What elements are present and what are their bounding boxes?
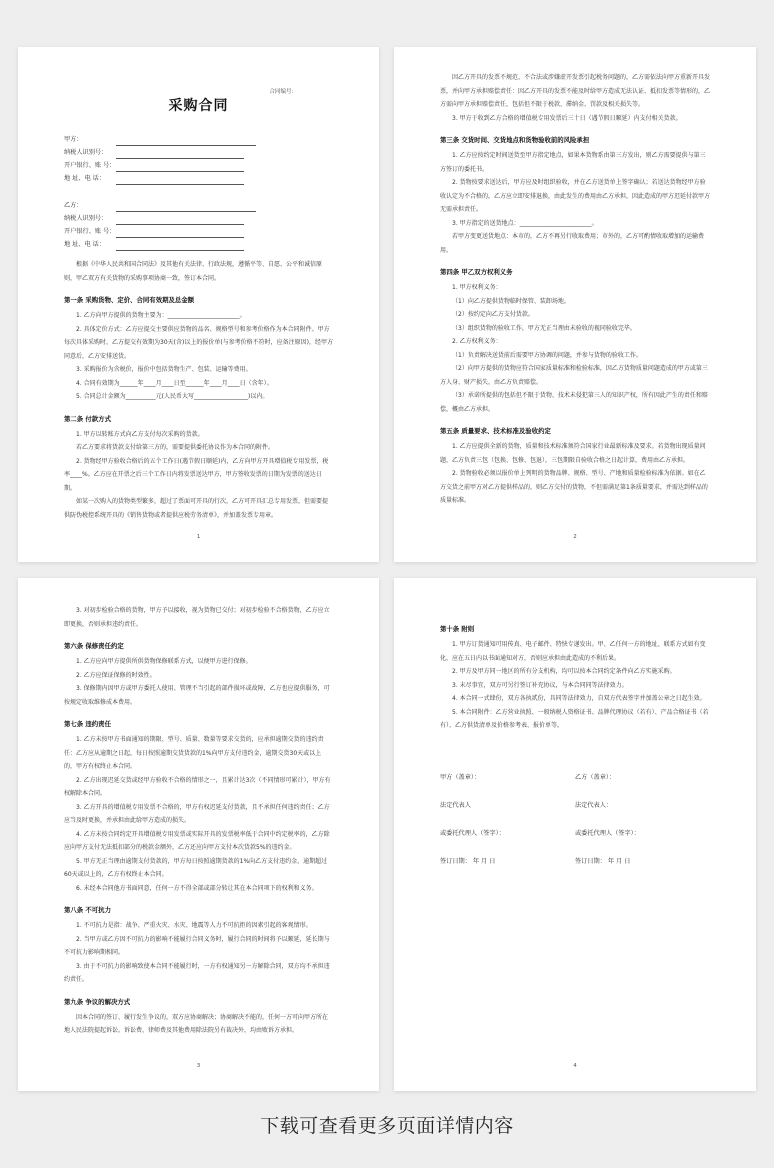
party-a-field: 甲方： bbox=[64, 133, 333, 146]
clause-text: 4. 本合同一式肆份，双方各执贰份，具同等法律效力，自双方代表签字并加盖公章之日起生效。 bbox=[452, 695, 706, 702]
clause-text: 1. 乙方未按甲方书面通知的期限、型号、质量、数量等要求交货的，应承担逾期交货的违约责任：乙方应从逾期之日起，每日按照逾期交货货款的1%向甲方支付违约金，逾期交货30天或以上的，甲方有权终止本合同。 bbox=[64, 736, 324, 770]
document-page-1 bbox=[18, 47, 379, 562]
clause-text: 3. 甲方于收到乙方合格的增值税专用发票后三十日（遇节假日顺延）内支付相关货款。 bbox=[452, 114, 682, 122]
clause-text: 5. 甲方无正当理由逾期支付货款的，甲方每日按照逾期货款的1%向乙方支付违约金，逾期超过60天或以上的，乙方有权终止本合同。 bbox=[64, 857, 328, 878]
clause-text: 若乙方要求将货款支付给第三方的，需要提供委托协议作为本合同的附件。 bbox=[76, 444, 275, 451]
clause-text: 6. 未经本合同他方书面同意，任何一方不得全部或部分转让其在本合同项下的权利和义务。 bbox=[76, 884, 318, 892]
signature-block bbox=[440, 771, 710, 868]
clause-text: 5. 本合同附件：乙方营业执照、一般纳税人资格证书、品牌代理协议（若有）、产品合格证书（若有）、乙方供货清单及价格参考表、报价单等。 bbox=[440, 708, 709, 729]
clause-text: 若甲方变更送货地点：本市的，乙方不再另行收取费用；市外的，乙方可酌情收取增加的运输费用。 bbox=[440, 233, 705, 254]
party-a-field: 地 址、电 话： bbox=[64, 172, 333, 185]
clause-text: 1. 甲方订货通知可用传真、电子邮件、特快专递发出。甲、乙任何一方的地址、联系方式如有变化，应在五日内以书面通知对方，否则应承担由此造成的不利后果。 bbox=[440, 641, 706, 662]
section-title: 第八条 不可抗力 bbox=[64, 906, 111, 914]
download-more-caption: 下载可查看更多页面详情内容 bbox=[260, 1115, 514, 1137]
clause-text: 2. 甲方及甲方同一地区的所有分支机构，均可以按本合同约定条件向乙方实施采购。 bbox=[452, 668, 676, 675]
page-number: 3 bbox=[196, 1063, 201, 1069]
clause-text: 5. 合同总计金额为__________元(人民币大写__________________)以内。 bbox=[76, 393, 269, 400]
clause-text: 3. 甲方指定的送货地点：________________________。 bbox=[452, 219, 598, 227]
document-page-3 bbox=[18, 578, 379, 1091]
clause-text: 3. 未尽事宜，双方可另行签订补充协议，与本合同同等法律效力。 bbox=[452, 681, 628, 689]
contract-number-label: 合同编号： bbox=[269, 89, 297, 95]
clause-text: （1）向乙方提供货物临时保管、装卸场地。 bbox=[452, 297, 570, 305]
clause-text: 2. 具体定价方式：乙方应提交主要供应货物的品名、规格型号和参考价格作为本合同附件。甲方每次具体采购时，乙方提交有效期为30天(含)以上的报价单(与参考价格不符时，应备注原因)，经甲方同意后，乙方安排送货。 bbox=[64, 325, 333, 360]
document-page-2 bbox=[394, 47, 756, 562]
intro-paragraph: 根据《中华人民共和国合同法》及其他有关法律、行政法规，遵循平等、自愿、公平和诚信原则，甲乙双方有关货物的采购事项协商一致，签订本合同。 bbox=[64, 261, 323, 282]
signature-row: 签订日期： 年 月 日 签订日期： 年 月 日 bbox=[440, 857, 631, 865]
clause-text: 3. 保修期内因甲方或甲方委托人使用、管理不当引起的部件损坏或故障，乙方也应提供服务，可按规定收取维修成本费用。 bbox=[64, 685, 330, 706]
section-title: 第九条 争议的解决方式 bbox=[64, 997, 131, 1006]
party-b-field: 开户银行、账 号： bbox=[64, 225, 333, 238]
clause-text: （3）组织货物的验收工作，甲方无正当理由未验收的视同验收完毕。 bbox=[452, 324, 636, 332]
clause-text: 2. 货物验收必须以报价单上列明的货物品牌、规格、型号、产地和质量检验标准为依据。如在乙方交货之前甲方对乙方提供样品的，则乙方交付的货物，不但需满足第1条质量要求，并需达到样品的质量标准。 bbox=[440, 470, 708, 504]
document-title: 采购合同 bbox=[168, 98, 229, 114]
party-a-block bbox=[64, 133, 333, 185]
party-b-field: 乙方： bbox=[64, 199, 333, 212]
section-title: 第五条 质量要求、技术标准及验收约定 bbox=[440, 427, 551, 435]
clause-text: 1. 乙方向甲方提供的货物主要为：________________________。 bbox=[76, 312, 246, 319]
signature-row: 或委托代理人（签字）： 或委托代理人（签字）： bbox=[440, 829, 640, 837]
clause-text: 2. 货物按要求送达后，甲方应及时组织验收，并在乙方送货单上签字确认；若送达货物经甲方验收认定为不合格的，乙方应立即安排退换，由此发生的费用由乙方承担，因此造成的甲方迟延付款甲方无需承担责任。 bbox=[440, 179, 711, 213]
section-title: 第十条 附则 bbox=[440, 625, 475, 633]
clause-text: 3. 对初步检验合格的货物，甲方予以接收，视为货物已交付；对初步检验不合格货物，乙方应立即更换，否则承担违约责任。 bbox=[64, 607, 330, 628]
party-a-field: 纳税人识别号： bbox=[64, 146, 333, 159]
party-b-field: 地 址、电 话： bbox=[64, 238, 333, 251]
clause-text: 2. 当甲方或乙方因不可抗力的影响不能履行合同义务时，履行合同的时间将予以顺延，延长期与不可抗力影响期相同。 bbox=[64, 935, 330, 956]
section-title: 第二条 付款方式 bbox=[64, 414, 111, 423]
clause-text: 2. 乙方应保证保修的时效性。 bbox=[76, 671, 156, 679]
clause-text: （3）承诺所提供的包括但不限于货物、技术未侵犯第三人的知识产权，所有因此产生的责任和赔偿，概由乙方承担。 bbox=[440, 392, 708, 413]
clause-text: （1）负责解决送货前后需要甲方协调的问题，并参与货物的验收工作。 bbox=[452, 351, 642, 359]
clause-text: 3. 采购报价为含税价，报价中包括货物生产、包装、运输等费用。 bbox=[76, 366, 252, 373]
page-number: 1 bbox=[196, 534, 201, 540]
section-title: 第六条 保修责任约定 bbox=[64, 642, 124, 650]
clause-text: 4. 乙方未按合同约定开具增值税专用发票或实际开具的发票税率低于合同中约定税率的，乙方除应向甲方支付无法抵扣部分的税款金额外，乙方还应向甲方支付本次货款5%的违约金。 bbox=[64, 830, 330, 851]
clause-text: 3. 乙方开具的增值税专用发票不合格的，甲方有权迟延支付货款，且不承担任何违约责任；乙方应当及时更换，并承担由此给甲方造成的损失。 bbox=[64, 803, 330, 824]
clause-text: 1. 乙方应提供全新的货物，质量和技术标准须符合国家行业最新标准及要求。若货物出现质量问题，乙方负责三包（包换、包修、包退），三包期限自验收合格之日起计算，费用由乙方承担。 bbox=[440, 443, 706, 464]
clause-text: 1. 甲方权利义务： bbox=[452, 284, 502, 291]
clause-text: 2. 乙方权利义务： bbox=[452, 338, 502, 345]
clause-text: 2. 货物经甲方验收合格后的五个工作日(遇节假日顺延)内，乙方向甲方开具增值税专用发票，税率____%。乙方应在开票之后三个工作日内将发票送达甲方，甲方签收发票的日期为发票的送达日期。 bbox=[64, 457, 329, 492]
clause-text: （2）按约定向乙方支付货款。 bbox=[452, 311, 534, 318]
section-title: 第三条 交货时间、交货地点和货物验收前的风险承担 bbox=[440, 136, 590, 144]
clause-text: 3. 由于不可抗力的影响致使本合同不能履行时，一方有权通知另一方解除合同，双方均不承担违约责任。 bbox=[64, 962, 330, 983]
clause-text: 2. 乙方出现迟延交货或经甲方验收不合格的情形之一，且累计达3次（不同情形可累计），甲方有权解除本合同。 bbox=[64, 776, 331, 797]
clause-text: 如某一次购入的货物类型繁多，超过了票面可开具的行次，乙方可开具汇总专用发票，但需要提供防伪税控系统开具的《销售货物或者提供应税劳务清单》，并加盖发票专用章。 bbox=[64, 498, 329, 519]
clause-text: 1. 不可抗力是指：战争、严重火灾、水灾、地震等人力不可抗拒的因素引起的客观情形。 bbox=[76, 922, 312, 929]
signature-row: 法定代表人 法定代表人： bbox=[440, 801, 613, 809]
section-title: 第一条 采购货物、定价、合同有效期及总金额 bbox=[64, 296, 195, 304]
clause-text: 1. 乙方应向甲方提供所供货物保修联系方式，以便甲方进行保修。 bbox=[76, 658, 252, 665]
clause-text: 1. 甲方以转账方式向乙方支付每次采购的货款。 bbox=[76, 430, 204, 438]
clause-text: 1. 乙方应按约定时间送货至甲方指定地点，如果本货物系由第三方发出，则乙方需要提供与第三方签订的委托书。 bbox=[440, 152, 706, 173]
clause-text: 4. 合同有效期为______年____月____日至______年____月____日（含年）。 bbox=[76, 379, 273, 387]
document-page-4 bbox=[394, 578, 756, 1091]
clause-text: 因乙方开具的发票不规范、不合法或涉嫌虚开发票引起税务问题的，乙方需依法向甲方重新开具发票，并向甲方承担赔偿责任：因乙方开具的发票不能及时给甲方造成无法认证、抵扣发票等情形的，乙方需向甲方承担赔偿责任，包括但不限于税款、滞纳金、罚款及相关损失等。 bbox=[440, 74, 711, 108]
page-number: 4 bbox=[573, 1063, 577, 1069]
clause-text: （2）向甲方提供的货物应符合国家质量标准和检验标准，因乙方货物质量问题造成的甲方或第三方人身、财产损失，由乙方负责赔偿。 bbox=[440, 365, 708, 386]
signature-row: 甲方（盖章）： 乙方（盖章）： bbox=[440, 773, 616, 781]
section-title: 第七条 违约责任 bbox=[64, 720, 111, 728]
section-title: 第四条 甲乙双方权利义务 bbox=[440, 268, 513, 276]
clause-text: 因本合同的签订、履行发生争议的，双方应协商解决；协商解决不能的，任何一方可向甲方所在地人民法院提起诉讼。诉讼费、律师费及其他费用除法院另有裁决外，均由败诉方承担。 bbox=[64, 1013, 329, 1034]
page-number: 2 bbox=[573, 534, 577, 540]
party-b-field: 纳税人识别号： bbox=[64, 212, 333, 225]
party-b-block bbox=[64, 199, 333, 251]
party-a-field: 开户银行、账 号： bbox=[64, 159, 333, 172]
